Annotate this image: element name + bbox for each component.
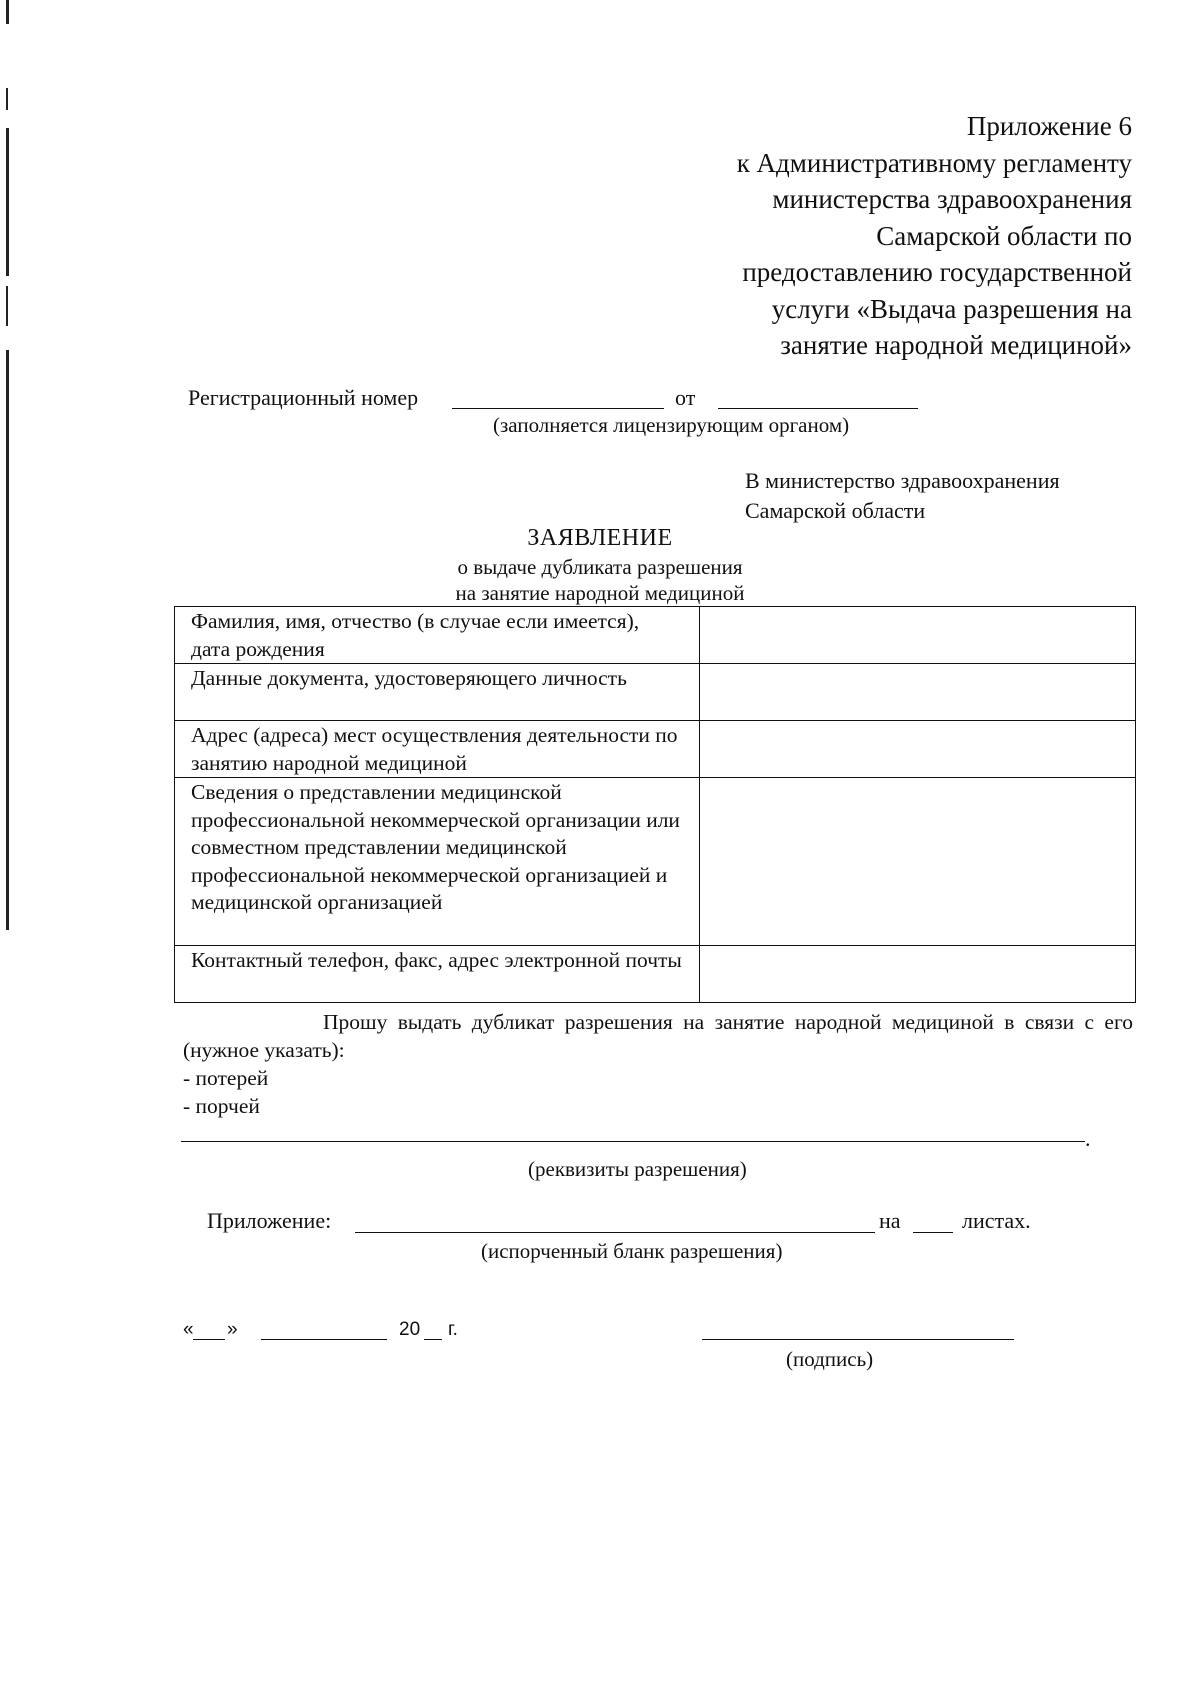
form-row-value[interactable]	[700, 721, 1136, 778]
form-row-value[interactable]	[700, 607, 1136, 664]
date-year-suffix: г.	[448, 1319, 458, 1340]
request-text: Прошу выдать дубликат разрешения на занятие народной медициной в связи с его (нужное указать):	[183, 1010, 1133, 1062]
form-row-label: Сведения о представлении медицинской профессиональной некоммерческой организации или совместном представлении медицинской профессиональной некоммерческой организацией и медицинской организацией	[175, 778, 700, 946]
date-year-field[interactable]	[424, 1339, 442, 1340]
registration-date-field[interactable]	[718, 408, 918, 409]
table-row	[175, 721, 1136, 778]
registration-number-label: Регистрационный номер	[188, 385, 419, 410]
appendix-line: услуги «Выдача разрешения на	[771, 293, 1132, 324]
scan-edge-mark	[6, 0, 9, 24]
addressee-line: В министерство здравоохранения	[745, 468, 1060, 493]
attachment-on-label: на	[879, 1208, 901, 1233]
signature-note: (подпись)	[786, 1347, 874, 1371]
document-subtitle	[0, 554, 1200, 606]
addressee	[745, 466, 1060, 526]
scan-edge-mark	[6, 128, 9, 276]
appendix-header	[572, 108, 1132, 364]
subtitle-line: на занятие народной медициной	[455, 581, 745, 605]
form-row-label: Фамилия, имя, отчество (в случае если имеется), дата рождения	[175, 607, 700, 664]
attachment-row	[207, 1206, 1107, 1236]
appendix-line: министерства здравоохранения	[772, 184, 1132, 214]
table-row	[175, 607, 1136, 664]
date-close-quote: »	[227, 1319, 238, 1340]
date-open-quote: «	[183, 1319, 194, 1340]
attachment-field[interactable]	[355, 1232, 875, 1233]
date-day-field[interactable]	[193, 1339, 225, 1340]
table-row	[175, 778, 1136, 946]
application-form-table	[174, 606, 1136, 1003]
reason-option-damage[interactable]: - порчей	[183, 1094, 260, 1118]
requisites-field[interactable]	[181, 1141, 1085, 1142]
scan-edge-mark	[6, 350, 9, 930]
registration-number-field[interactable]	[452, 408, 664, 409]
table-row	[175, 946, 1136, 1003]
requisites-end: .	[1085, 1126, 1091, 1151]
registration-row	[188, 383, 928, 413]
form-row-value[interactable]	[700, 946, 1136, 1003]
form-row-label: Данные документа, удостоверяющего личность	[175, 664, 700, 721]
table-row	[175, 664, 1136, 721]
addressee-line: Самарской области	[745, 498, 926, 523]
request-paragraph	[183, 1008, 1133, 1120]
form-row-label: Адрес (адреса) мест осуществления деятельности по занятию народной медициной	[175, 721, 700, 778]
form-row-value[interactable]	[700, 664, 1136, 721]
requisites-note: (реквизиты разрешения)	[528, 1157, 747, 1181]
attachment-sheets-field[interactable]	[913, 1232, 953, 1233]
attachment-note: (испорченный бланк разрешения)	[481, 1239, 783, 1263]
date-month-field[interactable]	[261, 1339, 387, 1340]
reason-option-loss[interactable]: - потерей	[183, 1066, 269, 1090]
appendix-line: предоставлению государственной	[742, 257, 1132, 287]
signature-field[interactable]	[702, 1339, 1014, 1340]
appendix-line: Приложение 6	[966, 111, 1132, 141]
registration-date-label: от	[675, 385, 696, 410]
scan-edge-mark	[6, 88, 8, 110]
attachment-label: Приложение:	[207, 1208, 332, 1233]
document-title: ЗАЯВЛЕНИЕ	[527, 525, 673, 551]
subtitle-line: о выдаче дубликата разрешения	[457, 555, 743, 579]
appendix-line: к Административному регламенту	[736, 147, 1132, 178]
scan-edge-mark	[6, 286, 8, 326]
form-row-value[interactable]	[700, 778, 1136, 946]
appendix-line: Самарской области по	[876, 220, 1132, 251]
form-row-label: Контактный телефон, факс, адрес электронной почты	[175, 946, 700, 1003]
attachment-sheets-label: листах.	[962, 1208, 1031, 1233]
date-row	[183, 1315, 483, 1345]
appendix-line: занятие народной медициной»	[780, 330, 1132, 360]
registration-note: (заполняется лицензирующим органом)	[493, 413, 850, 437]
date-year-prefix: 20	[399, 1319, 421, 1340]
